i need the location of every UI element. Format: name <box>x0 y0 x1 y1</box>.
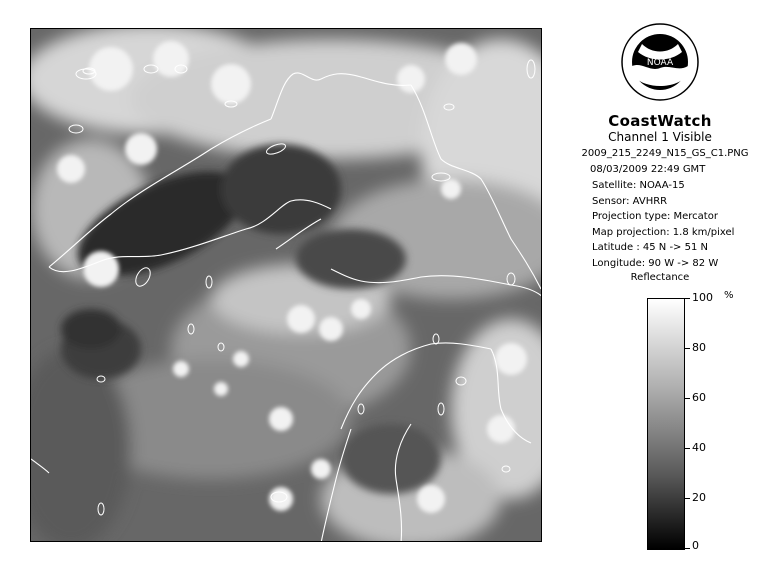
scale-tick-label: 20 <box>692 491 706 504</box>
scale-tick <box>685 548 690 549</box>
latitude-text: Latitude : 45 N -> 51 N <box>592 242 708 253</box>
scale-tick-label: 100 <box>692 291 713 304</box>
scale-title: Reflectance <box>630 272 690 283</box>
projection-type-text: Projection type: Mercator <box>592 211 718 222</box>
scale-tick <box>685 498 690 499</box>
channel-subtitle: Channel 1 Visible <box>608 130 712 144</box>
file-name: 2009_215_2249_N15_GS_C1.PNG <box>581 148 749 159</box>
scale-tick-label: 60 <box>692 391 706 404</box>
scale-tick <box>685 298 690 299</box>
metadata-block <box>592 178 734 271</box>
scale-tick-label: 80 <box>692 341 706 354</box>
scale-tick <box>685 348 690 349</box>
sensor-text: Sensor: AVHRR <box>592 195 668 207</box>
product-title: CoastWatch <box>608 112 712 130</box>
longitude-text: Longitude: 90 W -> 82 W <box>592 257 719 269</box>
satellite-text: Satellite: NOAA-15 <box>592 180 685 191</box>
logo-text: NOAA <box>646 58 674 68</box>
satellite-image <box>30 28 542 542</box>
map-projection-text: Map projection: 1.8 km/pixel <box>592 226 735 238</box>
reflectance-color-bar <box>647 298 685 550</box>
scale-tick <box>685 448 690 449</box>
scale-unit: % <box>724 290 734 301</box>
noaa-logo <box>620 22 700 102</box>
map-canvas <box>31 29 542 542</box>
scale-tick-label: 0 <box>692 539 699 552</box>
scale-tick <box>685 398 690 399</box>
cloud-cover <box>31 29 542 542</box>
date-time: 08/03/2009 22:49 GMT <box>590 164 706 175</box>
scale-tick-label: 40 <box>692 441 706 454</box>
